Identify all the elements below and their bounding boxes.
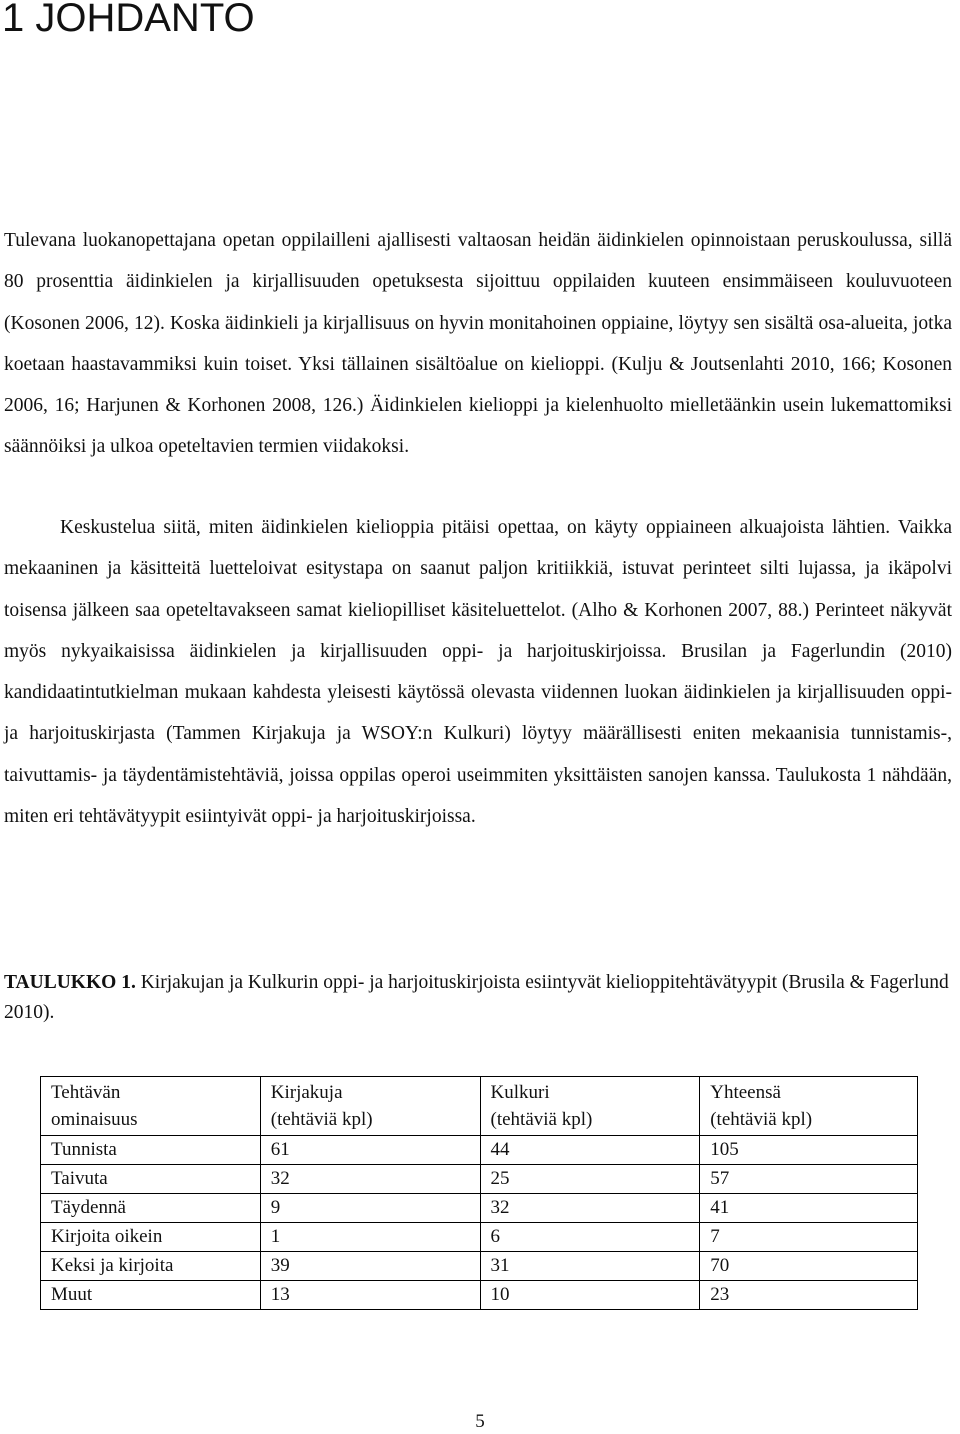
table-cell: 70 [700,1252,918,1281]
task-type-table [40,1076,918,1310]
header-line: (tehtäviä kpl) [490,1109,593,1130]
table-caption-text: Kirjakujan ja Kulkurin oppi- ja harjoituskirjoista esiintyvät kielioppitehtävätyypit (Brusila & Fagerlund 2010). [4,972,949,1023]
page-number: 5 [475,1411,485,1432]
header-line: (tehtäviä kpl) [710,1109,813,1130]
header-kulkuri [480,1077,700,1136]
table-row [41,1165,918,1194]
table-cell: Muut [41,1281,261,1310]
table-row [41,1223,918,1252]
body-paragraph-2: Keskustelua siitä, miten äidinkielen kielioppia pitäisi opettaa, on käyty oppiaineen alkuajoista lähtien. Vaikka mekaaninen ja käsitteitä luetteloivat esitystapa on saanut paljon kritiikkiä, istuvat perinteet silti lujassa, ja ikäpolvi toisensa jälkeen saa opeteltavakseen samat kieliopilliset käsiteluettelot. (Alho & Korhonen 2007, 88.) Perinteet näkyvät myös nykyaikaisissa äidinkielen ja kirjallisuuden oppi- ja harjoituskirjoissa. Brusilan ja Fagerlundin (2010) kandidaatintutkielman mukaan kahdesta yleisesti käytössä olevasta viidennen luokan äidinkielen ja kirjallisuuden oppi- ja harjoituskirjasta (Tammen Kirjakuja ja WSOY:n Kulkuri) löytyy määrällisesti eniten mekaanisia tunnistamis-, taivuttamis- ja täydentämistehtäviä, joissa oppilas operoi useimmiten yksittäisten sanojen kanssa. Taulukosta 1 nähdään, miten eri tehtävätyypit esiintyivät oppi- ja harjoituskirjoissa. [4,517,952,828]
table-cell: 61 [260,1136,480,1165]
header-total [700,1077,918,1136]
table-cell: 23 [700,1281,918,1310]
table-cell: 44 [480,1136,700,1165]
header-task-property [41,1077,261,1136]
header-kirjakuja [260,1077,480,1136]
table-row [41,1136,918,1165]
table-cell: 32 [260,1165,480,1194]
table-row [41,1252,918,1281]
table-cell: Tunnista [41,1136,261,1165]
table-row [41,1194,918,1223]
table-cell: 57 [700,1165,918,1194]
table-cell: Taivuta [41,1165,261,1194]
table-cell: 41 [700,1194,918,1223]
table-cell: 39 [260,1252,480,1281]
table-cell: 105 [700,1136,918,1165]
header-line: (tehtäviä kpl) [270,1109,373,1130]
body-paragraph-1: Tulevana luokanopettajana opetan oppilailleni ajallisesti valtaosan heidän äidinkielen opinnoistaan peruskoulussa, sillä 80 prosenttia äidinkielen ja kirjallisuuden opetuksesta sijoittuu oppilaiden kuuteen ensimmäiseen kouluvuoteen (Kosonen 2006, 12). Koska äidinkieli ja kirjallisuus on hyvin monitahoinen oppiaine, löytyy sen sisältä osa-alueita, jotka koetaan haastavammiksi kuin toiset. Yksi tällainen sisältöalue on kielioppi. (Kulju & Joutsenlahti 2010, 166; Kosonen 2006, 16; Harjunen & Korhonen 2008, 126.) Äidinkielen kielioppi ja kielenhuolto mielletäänkin usein lukemattomiksi säännöiksi ja ulkoa opeteltavien termien viidakoksi. [4,230,952,458]
header-line: ominaisuus [51,1109,138,1130]
table-cell: 32 [480,1194,700,1223]
table-header-row [41,1077,918,1136]
table-cell: Täydennä [41,1194,261,1223]
table-cell: Kirjoita oikein [41,1223,261,1252]
table-cell: 1 [260,1223,480,1252]
table-cell: 13 [260,1281,480,1310]
table-row [41,1281,918,1310]
header-line: Tehtävän [51,1082,121,1103]
header-line: Kulkuri [490,1082,550,1103]
table-cell: 25 [480,1165,700,1194]
table-cell: 7 [700,1223,918,1252]
table-cell: 31 [480,1252,700,1281]
table-cell: 6 [480,1223,700,1252]
chapter-heading: 1 JOHDANTO [2,0,255,40]
table-cell: Keksi ja kirjoita [41,1252,261,1281]
table-caption-label: TAULUKKO 1. [4,972,136,993]
header-line: Kirjakuja [270,1082,343,1103]
table-caption [4,968,960,1028]
header-line: Yhteensä [710,1082,781,1103]
table-cell: 9 [260,1194,480,1223]
table-cell: 10 [480,1281,700,1310]
